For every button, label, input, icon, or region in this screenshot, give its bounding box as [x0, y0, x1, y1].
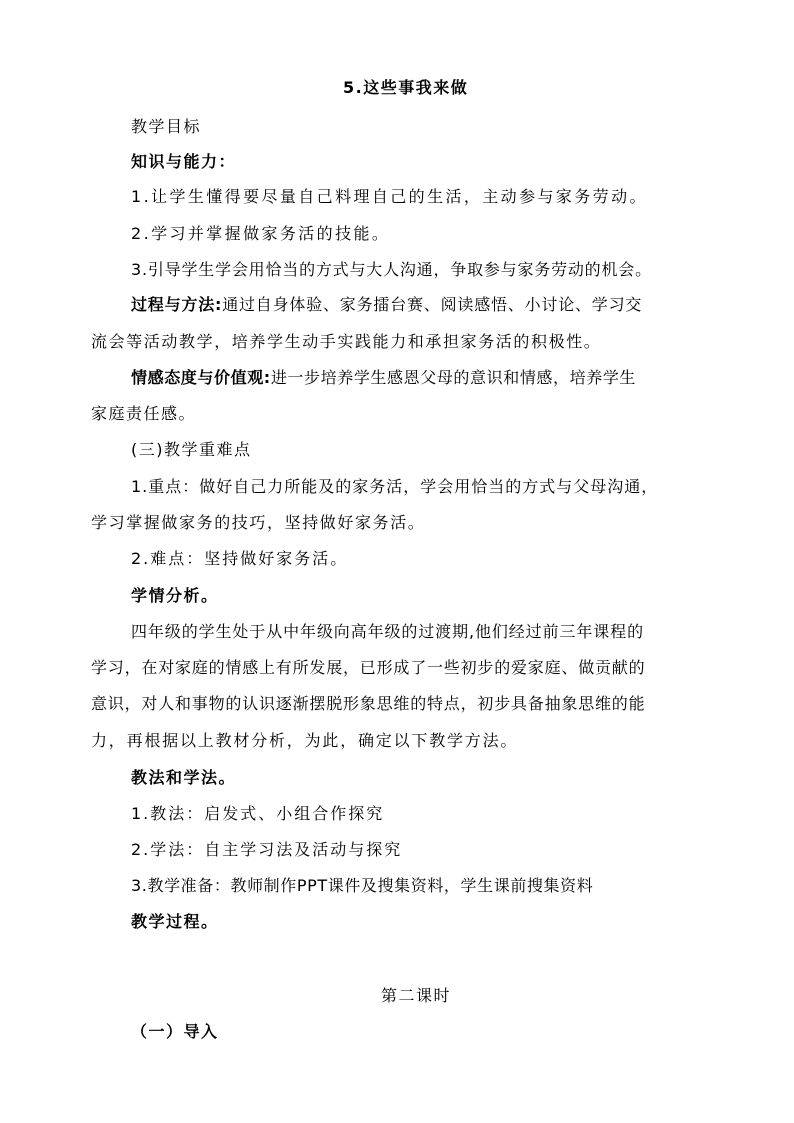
emotion-text: 进一步培养学生感恩父母的意识和情感，培养学生: [270, 368, 637, 387]
methods-item-3: 3.教学准备：教师制作PPT课件及搜集资料，学生课前搜集资料: [131, 876, 594, 895]
methods-item-1: 1.教法：启发式、小组合作探究: [131, 804, 385, 823]
analysis-line-3: 意识，对人和事物的认识逐渐摆脱形象思维的特点，初步具备抽象思维的能: [91, 694, 646, 713]
keypoints-item-1-line-1: 1.重点：做好自己力所能及的家务活，学会用恰当的方式与父母沟通，: [131, 477, 659, 496]
knowledge-item-3: 3.引导学生学会用恰当的方式与大人沟通，争取参与家务劳动的机会。: [131, 260, 652, 279]
analysis-line-4: 力，再根据以上教材分析，为此，确定以下教学方法。: [91, 731, 519, 750]
process-paragraph-line-1: [131, 295, 642, 315]
intro-heading: （一）导入: [131, 1022, 219, 1041]
process-text: 通过自身体验、家务擂台赛、阅读感悟、小讨论、学习交: [222, 295, 643, 314]
objectives-heading: 教学目标: [131, 117, 202, 136]
lesson-heading: 第二课时: [381, 986, 452, 1005]
knowledge-item-2: 2.学习并掌握做家务活的技能。: [131, 224, 391, 243]
knowledge-heading: 知识与能力：: [131, 152, 237, 171]
knowledge-item-1: 1.让学生懂得要尽量自己料理自己的生活，主动参与家务劳动。: [131, 187, 648, 206]
methods-item-2: 2.学法：自主学习法及活动与探究: [131, 840, 403, 859]
keypoints-item-2: 2.难点：坚持做好家务活。: [131, 549, 349, 568]
emotion-label: 情感态度与价值观:: [131, 368, 271, 387]
analysis-line-1: 四年级的学生处于从中年级向高年级的过渡期,他们经过前三年课程的: [131, 622, 644, 641]
process-label: 过程与方法:: [131, 295, 223, 314]
emotion-paragraph-line-1: [131, 368, 636, 388]
analysis-heading: 学情分析。: [131, 586, 219, 605]
keypoints-item-1-line-2: 学习掌握做家务的技巧，坚持做好家务活。: [91, 513, 426, 532]
emotion-paragraph-line-2: 家庭责任感。: [91, 404, 197, 423]
analysis-line-2: 学习，在对家庭的情感上有所发展，已形成了一些初步的爱家庭、做贡献的: [91, 658, 646, 677]
keypoints-heading: (三)教学重难点: [131, 440, 252, 459]
methods-heading: 教法和学法。: [131, 768, 237, 787]
process-paragraph-line-2: 流会等活动教学，培养学生动手实践能力和承担家务活的积极性。: [91, 332, 602, 351]
teaching-process-heading: 教学过程。: [131, 912, 219, 931]
document-title: 5.这些事我来做: [343, 78, 469, 97]
